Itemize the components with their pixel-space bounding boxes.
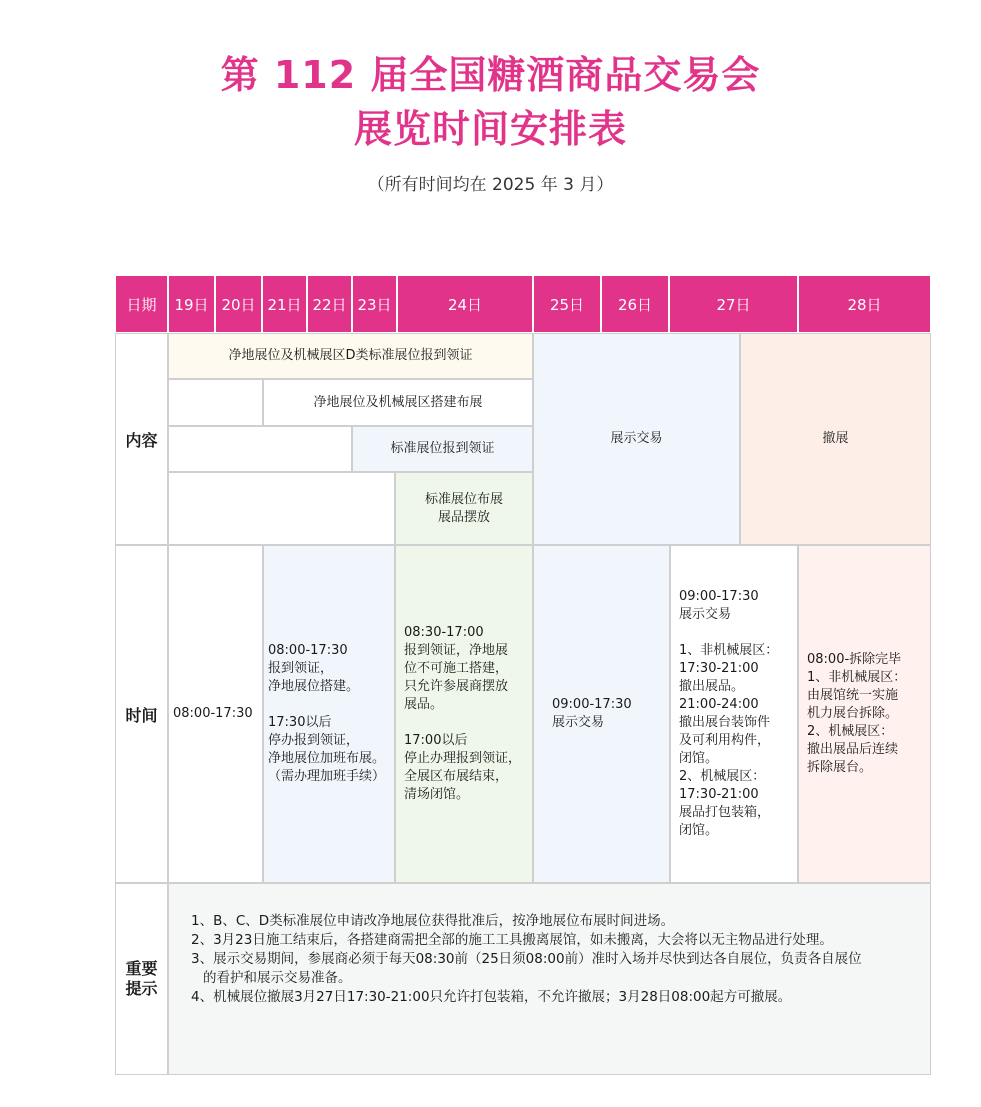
- note-3: 3、展示交易期间，参展商必须于每天08:30前（25日须08:00前）准时入场并尽快到达各自展位，负责各自展位的看护和展示交易准备。: [191, 951, 862, 986]
- page-title-line2: 展览时间安排表: [353, 107, 627, 151]
- time-25-26: 09:00-17:30 展示交易: [533, 545, 670, 883]
- content-empty-1: [168, 379, 263, 426]
- note-1: 1、B、C、D类标准展位申请改净地展位获得批准后，按净地展位布展时间进场。: [191, 913, 675, 929]
- content-exhibition: 展示交易: [533, 333, 740, 545]
- page-subtitle: （所有时间均在 2025 年 3 月）: [367, 175, 614, 195]
- time-21-23: 08:00-17:30 报到领证， 净地展位搭建。 17:30以后 停办报到领证， 净地展位加班布展。 （需办理加班手续）: [263, 545, 395, 883]
- header-day-22: 22日: [307, 275, 352, 333]
- content-registration: 净地展位及机械展区D类标准展位报到领证: [168, 333, 533, 379]
- content-build: 净地展位及机械展区搭建布展: [263, 379, 533, 426]
- content-empty-2: [168, 426, 352, 472]
- header-day-28: 28日: [798, 275, 931, 333]
- page-title-line1: 第 112 届全国糖酒商品交易会: [220, 53, 761, 97]
- header-day-26: 26日: [601, 275, 669, 333]
- content-std-registration: 标准展位报到领证: [352, 426, 533, 472]
- row-label-time: 时间: [115, 545, 168, 883]
- header-day-21: 21日: [262, 275, 307, 333]
- header-day-20: 20日: [215, 275, 262, 333]
- notes-box: [168, 883, 931, 1075]
- row-label-notes: 重要 提示: [115, 883, 168, 1075]
- header-date-label: 日期: [115, 275, 168, 333]
- note-2: 2、3月23日施工结束后，各搭建商需把全部的施工工具搬离展馆，如未搬离，大会将以无主物品进行处理。: [191, 932, 833, 948]
- content-dismantle: 撤展: [740, 333, 931, 545]
- content-empty-3: [168, 472, 395, 545]
- note-4: 4、机械展位撤展3月27日17:30-21:00只允许打包装箱，不允许撤展；3月28日08:00起方可撤展。: [191, 989, 792, 1005]
- time-24: 08:30-17:00 报到领证，净地展 位不可施工搭建， 只允许参展商摆放 展品。 17:00以后 停止办理报到领证， 全展区布展结束， 清场闭馆。: [395, 545, 533, 883]
- header-day-23: 23日: [352, 275, 397, 333]
- time-27: 09:00-17:30 展示交易 1、非机械展区： 17:30-21:00 撤出展品。 21:00-24:00 撤出展台装饰件 及可利用构件， 闭馆。 2、机械展区： 17:30-21:00 展品打包装箱， 闭馆。: [670, 545, 798, 883]
- header-day-27: 27日: [669, 275, 798, 333]
- header-day-19: 19日: [168, 275, 215, 333]
- row-label-content: 内容: [115, 333, 168, 545]
- header-day-24: 24日: [397, 275, 533, 333]
- content-std-setup: 标准展位布展 展品摆放: [395, 472, 533, 545]
- header-day-25: 25日: [533, 275, 601, 333]
- time-19-20: 08:00-17:30: [168, 545, 263, 883]
- time-28: 08:00-拆除完毕 1、非机械展区： 由展馆统一实施 机力展台拆除。 2、机械展区： 撤出展品后连续 拆除展台。: [798, 545, 931, 883]
